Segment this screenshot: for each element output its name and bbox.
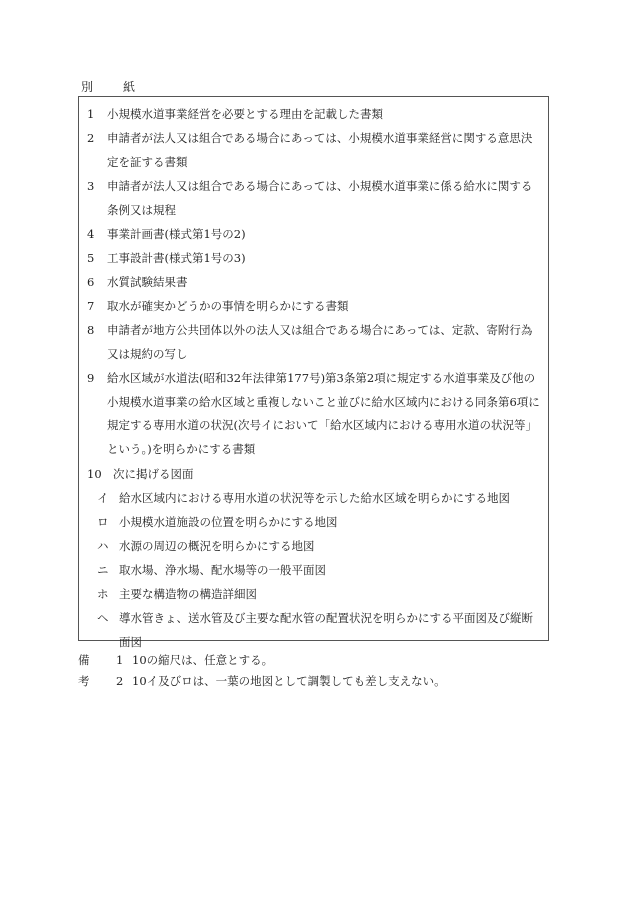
sub-list-item bbox=[97, 607, 542, 654]
item-number: 6 bbox=[87, 275, 95, 289]
sub-item-label: ハ bbox=[97, 539, 109, 553]
list-item bbox=[87, 103, 542, 127]
sub-item-label: ロ bbox=[97, 515, 109, 529]
item-number: 4 bbox=[87, 227, 95, 241]
list-item bbox=[87, 247, 542, 271]
sub-item-text: 導水管きょ、送水管及び主要な配水管の配置状況を明らかにする平面図及び縦断面図 bbox=[119, 611, 533, 649]
sub-item-text: 水源の周辺の概況を明らかにする地図 bbox=[119, 539, 315, 553]
remark-text: 10イ及びロは、一葉の地図として調製しても差し支えない。 bbox=[132, 674, 446, 688]
item-text: 工事設計書(様式第1号の3) bbox=[107, 251, 246, 265]
sub-item-label: イ bbox=[97, 491, 109, 505]
list-item bbox=[87, 367, 542, 461]
item-text: 申請者が法人又は組合である場合にあっては、小規模水道事業に係る給水に関する条例又は規程 bbox=[107, 179, 533, 217]
item-number: 9 bbox=[87, 371, 95, 385]
item-number: 1 bbox=[87, 107, 95, 121]
item-text: 水質試験結果書 bbox=[107, 275, 188, 289]
item-text: 取水が確実かどうかの事情を明らかにする書類 bbox=[107, 299, 349, 313]
sub-item-label: ホ bbox=[97, 587, 109, 601]
sub-list-item bbox=[97, 583, 542, 607]
item-number: 3 bbox=[87, 179, 95, 193]
list-item bbox=[87, 271, 542, 295]
item-number: 8 bbox=[87, 323, 95, 337]
list-item bbox=[87, 127, 542, 174]
item-number: 7 bbox=[87, 299, 95, 313]
item-text: 小規模水道事業経営を必要とする理由を記載した書類 bbox=[107, 107, 383, 121]
remarks-label: 備考 bbox=[78, 653, 93, 688]
sub-list-item bbox=[97, 487, 542, 511]
remark-number: 1 bbox=[116, 653, 124, 667]
list-item bbox=[87, 175, 542, 222]
sub-item-text: 主要な構造物の構造詳細図 bbox=[119, 587, 257, 601]
item-text: 申請者が法人又は組合である場合にあっては、小規模水道事業経営に関する意思決定を証する書類 bbox=[107, 131, 533, 169]
list-item bbox=[87, 319, 542, 366]
item-text: 給水区域が水道法(昭和32年法律第177号)第3条第2項に規定する水道事業及び他の小規模水道事業の給水区域と重複しないこと並びに給水区域内における同条第6項に規定する専用水道の状況(次号イにおいて「給水区域内における専用水道の状況等」という。)を明らかにする書類 bbox=[107, 371, 540, 456]
item-number: 2 bbox=[87, 131, 95, 145]
sub-list-item bbox=[97, 511, 542, 535]
sub-item-label: ニ bbox=[97, 563, 109, 577]
item-number: 10 bbox=[87, 467, 102, 481]
sub-item-text: 取水場、浄水場、配水場等の一般平面図 bbox=[119, 563, 326, 577]
item-number: 5 bbox=[87, 251, 95, 265]
sub-list-item bbox=[97, 535, 542, 559]
sub-item-label: ヘ bbox=[97, 611, 109, 625]
remark-text: 10の縮尺は、任意とする。 bbox=[132, 653, 274, 667]
sub-item-text: 給水区域内における専用水道の状況等を示した給水区域を明らかにする地図 bbox=[119, 491, 510, 505]
list-item bbox=[87, 223, 542, 247]
item-text: 申請者が地方公共団体以外の法人又は組合である場合にあっては、定款、寄附行為又は規約の写し bbox=[107, 323, 533, 361]
page-heading: 別 紙 bbox=[81, 80, 145, 94]
sub-list-item bbox=[97, 559, 542, 583]
remark-number: 2 bbox=[116, 674, 124, 688]
item-text: 事業計画書(様式第1号の2) bbox=[107, 227, 246, 241]
document-list-box bbox=[78, 96, 549, 649]
sub-item-text: 小規模水道施設の位置を明らかにする地図 bbox=[119, 515, 338, 529]
list-item bbox=[87, 295, 542, 319]
list-item bbox=[87, 463, 542, 487]
item-text: 次に掲げる図面 bbox=[113, 467, 194, 481]
